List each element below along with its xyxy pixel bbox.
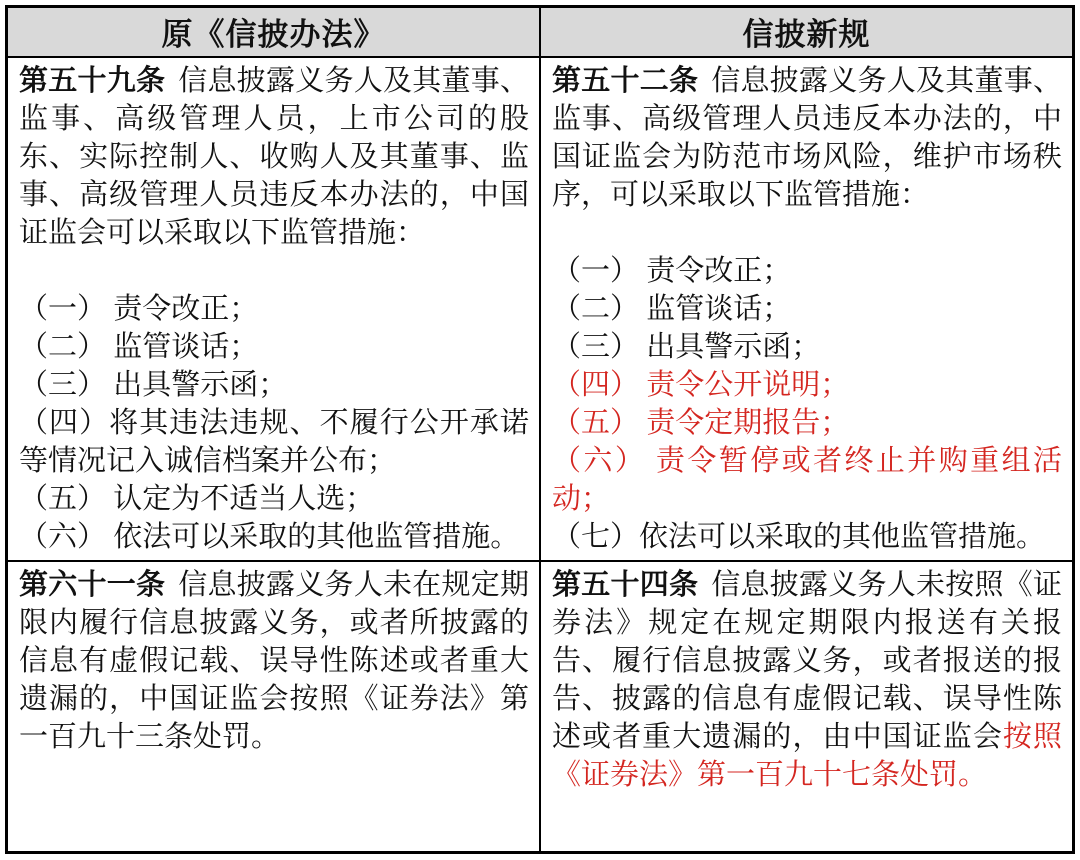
cell-old-article-61: [7, 561, 541, 853]
header-old-rules: 原《信披办法》: [7, 7, 541, 57]
measure-item: （二） 监管谈话；: [19, 330, 259, 363]
measure-item: （二） 监管谈话；: [552, 292, 792, 325]
measure-item: （一） 责令改正；: [552, 254, 792, 287]
regulation-comparison-table: [5, 5, 1075, 854]
header-row: [7, 7, 1074, 57]
measure-item: （六） 责令暂停或者终止并购重组活动；: [552, 444, 1062, 515]
article-intro: [19, 566, 529, 756]
cell-old-article-59: [7, 57, 541, 561]
article-intro: [552, 566, 1062, 794]
measure-item: （五） 认定为不适当人选；: [19, 482, 375, 515]
article-number: 第六十一条: [19, 568, 166, 601]
article-text: 信息披露义务人及其董事、监事、高级管理人员违反本办法的，中国证监会为防范市场风险，维护市场秩序，可以采取以下监管措施：: [552, 64, 1062, 211]
measure-item: （三） 出具警示函；: [552, 330, 821, 363]
measure-item: （七）依法可以采取的其他监管措施。: [552, 520, 1046, 553]
cell-new-article-54: [540, 561, 1074, 853]
article-intro: [552, 62, 1062, 214]
article-row-1: [7, 57, 1074, 561]
header-new-rules: 信披新规: [540, 7, 1074, 57]
article-text: 信息披露义务人未按照《证券法》规定在规定期限内报送有关报告、履行信息披露义务，或者报送的报告、披露的信息有虚假记载、误导性陈述或者重大遗漏的，由中国证监会: [552, 568, 1062, 753]
article-text: 信息披露义务人及其董事、监事、高级管理人员，上市公司的股东、实际控制人、收购人及其董事、监事、高级管理人员违反本办法的，中国证监会可以采取以下监管措施：: [19, 64, 529, 249]
article-number: 第五十九条: [19, 64, 166, 97]
cell-new-article-52: [540, 57, 1074, 561]
measure-item: （五） 责令定期报告；: [552, 406, 850, 439]
measure-list: [552, 252, 1062, 556]
article-text: 信息披露义务人未在规定期限内履行信息披露义务，或者所披露的信息有虚假记载、误导性陈述或者重大遗漏的，中国证监会按照《证券法》第一百九十三条处罚。: [19, 568, 529, 753]
measure-item: （四）将其违法违规、不履行公开承诺等情况记入诚信档案并公布；: [19, 406, 529, 477]
measure-item: （一） 责令改正；: [19, 292, 259, 325]
article-text-amended: 按照《证券法》第一百九十七条处罚。: [552, 720, 1062, 791]
article-number: 第五十四条: [552, 568, 699, 601]
article-intro: [19, 62, 529, 252]
measure-list: [19, 290, 529, 556]
measure-item: （四） 责令公开说明；: [552, 368, 850, 401]
article-row-2: [7, 561, 1074, 853]
measure-item: （六） 依法可以采取的其他监管措施。: [19, 520, 520, 553]
measure-item: （三） 出具警示函；: [19, 368, 288, 401]
article-number: 第五十二条: [552, 64, 699, 97]
